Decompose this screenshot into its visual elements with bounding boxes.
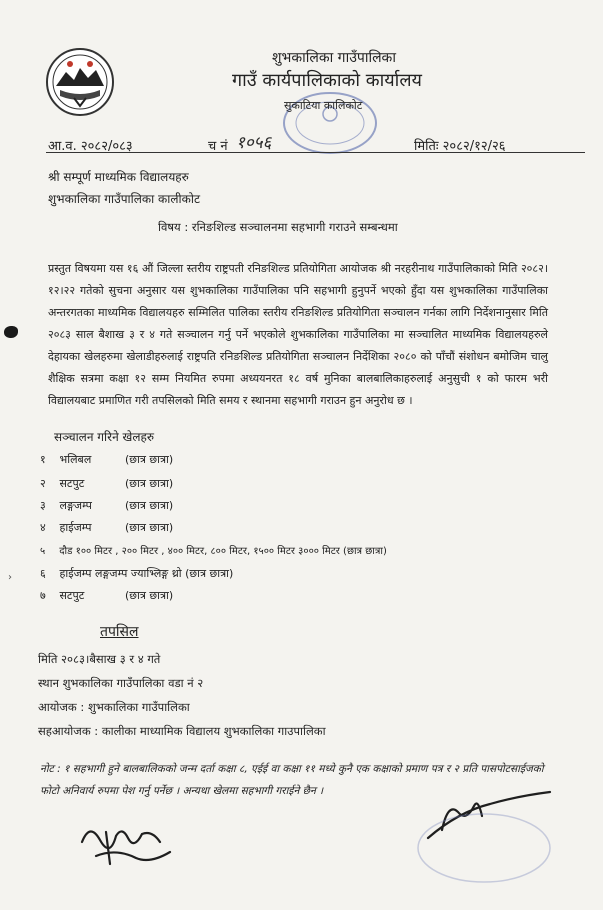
event-venue: स्थान शुभकालिका गाउँपालिका वडा नं २ [38, 676, 204, 690]
ink-blot [4, 326, 18, 338]
sport-category: (छात्र छात्रा) [343, 546, 387, 557]
margin-mark: › [8, 572, 12, 583]
sport-item [40, 543, 387, 557]
office-name: गाउँ कार्यपालिकाको कार्यालय [232, 70, 422, 91]
sport-number: ६ [40, 567, 46, 580]
event-date: मिति २०८३।बैसाख ३ र ४ गते [38, 652, 161, 666]
sport-category: (छात्र छात्रा) [125, 477, 174, 490]
letter-number-value: १०५६ [236, 133, 272, 153]
sport-name: लङ्गजम्प [59, 499, 92, 512]
sport-item [40, 520, 173, 535]
sport-number: ७ [40, 589, 46, 602]
sport-item [40, 476, 173, 491]
letter-subject: विषय : रनिङशिल्ड सञ्चालनमा सहभागी गराउने सम्बन्धमा [158, 220, 398, 234]
letter-date: मितिः २०८२/१२/२६ [414, 139, 506, 154]
body-paragraph: प्रस्तुत विषयमा यस १६ औं जिल्ला स्तरीय राष्ट्रपती रनिङशिल्ड प्रतियोगिता आयोजक श्री नरहरीनाथ गाउँपालिकाको मिति २०८२।१२।२२ गतेको सुचना अनुसार यस शुभकालिका गाउँपालिका पनि सहभागी हुनुपर्ने भएको हुँदा यस शुभकालिका गाउँपालिका अन्तरगतका माध्यमिक विद्यालयहरु सम्मिलित पालिका स्तरीय रनिङशिल्ड प्रतियोगिता सञ्चालन गर्नका लागि निर्देशनानुसार मिति २०८३ साल बैशाख ३ र ४ गते सञ्चालन गर्नु पर्ने भएकोले शुभकालिका गाउँपालिका मा सञ्चालित माध्यमिक विद्यालयहरुले देहायका खेलहरुमा खेलाडीहरुलाई राष्ट्रपति रनिङशिल्ड प्रतियोगिता सञ्चालन निर्देशिका २०८० को पाँचौं संशोधन बमोजिम चालु शैक्षिक सत्रमा कक्षा १२ सम्म नियमित रुपमा अध्ययनरत १८ वर्ष मुनिका बालबालिकाहरुलाई अनुसुची १ को फारम भरी विद्यालयबाट प्रमाणित गरी तपसिलको मिति समय र स्थानमा सहभागी गराउन हुन अनुरोध छ । [48, 262, 548, 407]
sport-number: ३ [40, 499, 46, 512]
sport-number: २ [40, 477, 46, 490]
sport-name: दौड १०० मिटर , २०० मिटर , ४०० मिटर, ८०० मिटर, १५०० मिटर ३००० मिटर [59, 546, 340, 557]
sport-name: भलिबल [59, 453, 92, 466]
sport-item [40, 452, 173, 467]
details-title: तपसिल [100, 624, 139, 640]
sport-name: सटपुट [59, 477, 85, 490]
note-text: नोट : १ सहभागी हुने बालबालिकको जन्म दर्ता कक्षा ८, एईई वा कक्षा ११ मध्ये कुनै एक कक्षाको प्रमाण पत्र र २ प्रति पासपोटसाईजको फोटो अनिवार्य रुपमा पेश गर्नु पर्नेछ । अन्यथा खेलमा सहभागी गराईने छैन । [40, 763, 544, 797]
sport-name: सटपुट [59, 589, 85, 602]
sport-item [40, 498, 173, 513]
fiscal-year: आ.व. २०८२/०८३ [48, 139, 133, 154]
municipality-name: शुभकालिका गाउँपालिका [272, 50, 396, 66]
addressee-line-2: शुभकालिका गाउँपालिका कालीकोट [48, 192, 200, 206]
event-organizer: आयोजक : शुभकालिका गाउँपालिका [38, 700, 190, 714]
sport-number: ४ [40, 521, 46, 534]
sport-name: हाईजम्प लङ्गजम्प ज्याभ्लिङ्ग थ्रो [59, 567, 182, 580]
left-signature [76, 812, 186, 872]
office-location: सुकाटिया कालिकोट [284, 99, 363, 112]
nepal-government-emblem [44, 46, 116, 118]
sports-list-title: सञ्चालन गरिने खेलहरु [54, 430, 155, 444]
sport-item [40, 566, 233, 581]
sport-category: (छात्र छात्रा) [185, 567, 234, 580]
addressee-line-1: श्री सम्पूर्ण माध्यमिक विद्यालयहरु [48, 170, 189, 184]
sport-number: १ [40, 453, 46, 466]
sport-name: हाईजम्प [59, 521, 92, 534]
sport-item [40, 588, 173, 603]
letter-number-label: च नं [208, 139, 228, 154]
sport-category: (छात्र छात्रा) [125, 589, 174, 602]
sport-category: (छात्र छात्रा) [125, 453, 174, 466]
sport-category: (छात्र छात्रा) [125, 521, 174, 534]
sport-number: ५ [40, 546, 46, 557]
event-co-organizer: सहआयोजक : कालीका माध्यामिक विद्यालय शुभकालिका गाउपालिका [38, 724, 326, 738]
official-seal-stamp [404, 804, 554, 888]
sport-category: (छात्र छात्रा) [125, 499, 174, 512]
